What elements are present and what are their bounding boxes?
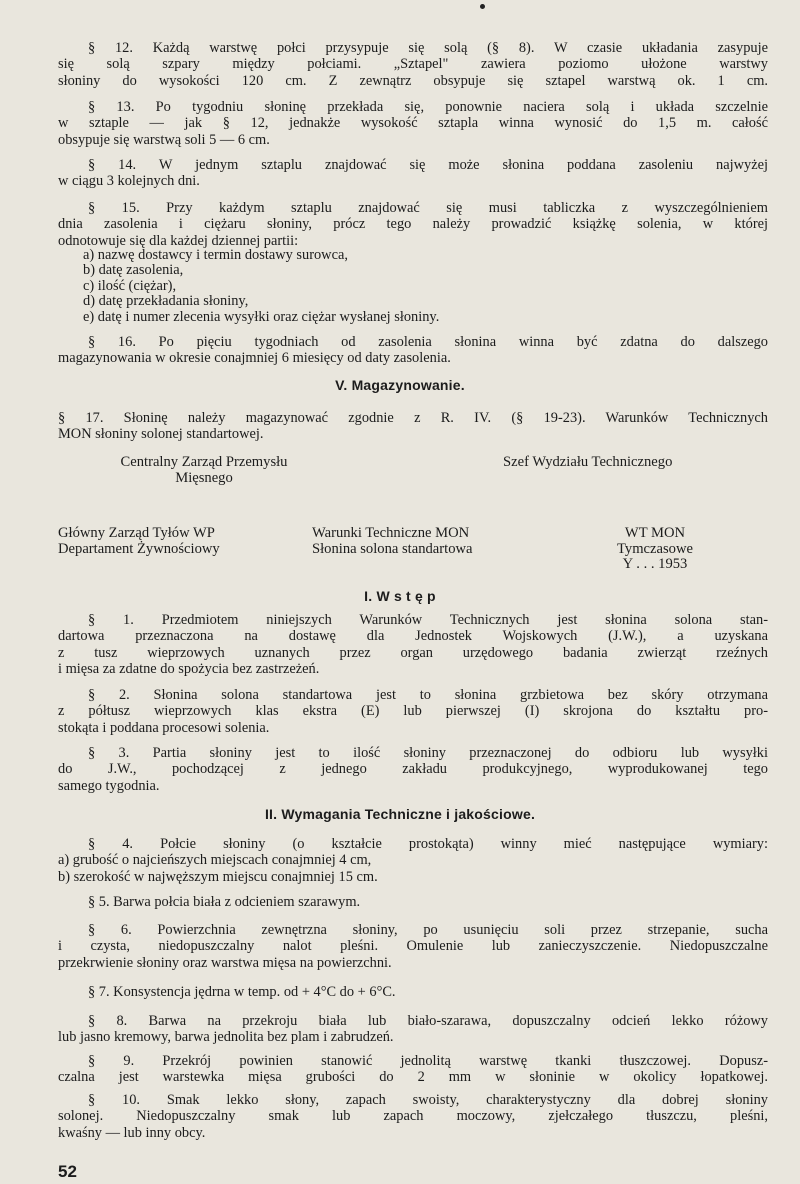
paragraph-3 — [58, 745, 768, 794]
text-line: § 1. Przedmiotem niniejszych Warunków Technicznych jest słonina solona stan- — [88, 612, 768, 628]
paragraph-14 — [58, 157, 768, 190]
section-heading-ii: II. Wymagania Techniczne i jakościowe. — [264, 806, 536, 822]
partia-list — [83, 248, 439, 325]
text-line: w sztaple — jak § 12, jednakże wysokość sztapla winna wynosić do 1,5 m. całość — [58, 115, 768, 132]
paragraph-15 — [58, 200, 768, 249]
header-issuer — [58, 526, 220, 557]
list-item: b) datę zasolenia, — [83, 262, 184, 279]
text-line: § 14. W jednym sztaplu znajdować się może słonina poddana zasoleniu najwyżej — [88, 157, 768, 173]
text-line: odnotowuje się dla każdej dziennej partii: — [58, 232, 299, 249]
signature-right: Szef Wydziału Technicznego — [503, 454, 673, 470]
ink-dot — [480, 4, 485, 9]
paragraph-9 — [58, 1053, 768, 1086]
paragraph-10 — [58, 1092, 768, 1141]
paragraph-17 — [58, 410, 768, 443]
header-line: Warunki Techniczne MON — [312, 525, 470, 541]
text-line: się solą szpary między połciami. „Sztapel" zawiera poziomo ułożone warstwy — [58, 56, 768, 73]
header-line: Departament Żywnościowy — [58, 540, 220, 557]
header-code — [592, 526, 718, 573]
list-item: e) datę i numer zlecenia wysyłki oraz ciężar wysłanej słoniny. — [83, 308, 440, 325]
section-heading-v: V. Magazynowanie. — [335, 377, 465, 393]
text-line: § 12. Każdą warstwę połci przysypuje się solą (§ 8). W czasie układania zasypuje — [88, 40, 768, 56]
signature-line: Centralny Zarząd Przemysłu — [120, 454, 288, 470]
paragraph-2 — [58, 687, 768, 736]
text-line: kwaśny — lub inny obcy. — [58, 1124, 206, 1141]
paragraph-12 — [58, 40, 768, 89]
text-line: samego tygodnia. — [58, 777, 160, 794]
text-line: § 3. Partia słoniny jest to ilość słoniny przeznaczonej do odbioru lub wysyłki — [88, 745, 768, 761]
text-line: § 9. Przekrój powinien stanowić jednolitą warstwę tkanki tłuszczowej. Dopusz- — [88, 1053, 768, 1069]
text-line: § 7. Konsystencja jędrna w temp. od + 4°C do + 6°C. — [88, 984, 396, 1000]
section-heading-i: I. W s t ę p — [364, 588, 436, 604]
header-line: Y . . . 1953 — [622, 556, 688, 573]
text-line: § 2. Słonina solona standartowa jest to słonina grzbietowa bez skóry otrzymana — [88, 687, 768, 703]
paragraph-8 — [58, 1013, 768, 1046]
header-line: WT MON — [624, 525, 686, 541]
paragraph-7 — [58, 984, 768, 1000]
paragraph-5 — [58, 894, 768, 910]
paragraph-16 — [58, 334, 768, 367]
text-line: w ciągu 3 kolejnych dni. — [58, 173, 200, 190]
header-title — [312, 526, 473, 557]
text-line: i czysta, niedopuszczalny nalot pleśni. Omulenie lub zanieczyszczenie. Niedopuszczalne — [58, 938, 768, 955]
signature-left — [84, 454, 324, 486]
text-line: § 13. Po tygodniu słoninę przekłada się, ponownie naciera solą i układa szczelnie — [88, 99, 768, 115]
list-item: d) datę przekładania słoniny, — [83, 293, 249, 310]
text-line: z tusz wieprzowych uznanych przez organ urzędowego badania zwierząt rzeźnych — [58, 644, 768, 661]
text-line: lub jasno kremowy, barwa jednolita bez plam i zabrudzeń. — [58, 1029, 394, 1046]
text-line: b) szerokość w najwęższym miejscu conajmniej 15 cm. — [58, 868, 378, 885]
text-line: czalna jest warstewka mięsa grubości do 2 mm w słoninie w okolicy łopatkowej. — [58, 1069, 768, 1086]
text-line: § 6. Powierzchnia zewnętrzna słoniny, po usunięciu soli przez strzepanie, sucha — [88, 922, 768, 938]
text-line: magazynowania w okresie conajmniej 6 miesięcy od daty zasolenia. — [58, 350, 451, 367]
list-item: c) ilość (ciężar), — [83, 277, 177, 294]
paragraph-6 — [58, 922, 768, 971]
text-line: solonej. Niedopuszczalny smak lub zapach moczowy, zjełczałego tłuszczu, pleśni, — [58, 1108, 768, 1125]
text-line: § 5. Barwa połcia biała z odcieniem szarawym. — [88, 894, 361, 910]
text-line: obsypuje się warstwą soli 5 — 6 cm. — [58, 131, 270, 148]
list-item: a) nazwę dostawcy i termin dostawy surowca, — [83, 247, 348, 263]
text-line: przekrwienie słoniny oraz warstwa mięsa na powierzchni. — [58, 954, 392, 971]
text-line: stokąta i poddana procesowi solenia. — [58, 719, 270, 736]
paragraph-13 — [58, 99, 768, 148]
text-line: słoniny do wysokości 120 cm. Z zewnątrz obsypuje się sztapel warstwą ok. 1 cm. — [58, 72, 768, 89]
paragraph-4 — [58, 836, 768, 885]
signature-line: Mięsnego — [175, 470, 233, 486]
header-line: Słonina solona standartowa — [312, 540, 473, 557]
text-line: § 8. Barwa na przekroju biała lub biało-szarawa, dopuszczalny odcień lekko różowy — [88, 1013, 768, 1029]
text-line: i mięsa za zdatne do spożycia bez zastrzeżeń. — [58, 660, 320, 677]
text-line: § 4. Połcie słoniny (o kształcie prostokąta) winny mieć następujące wymiary: — [88, 836, 768, 852]
text-line: z półtusz wieprzowych klas ekstra (E) lub pierwszej (I) skrojona do kształtu pro- — [58, 703, 768, 720]
text-line: § 15. Przy każdym sztaplu znajdować się musi tabliczka z wyszczególnieniem — [88, 200, 768, 216]
text-line: a) grubość o najcieńszych miejscach conajmniej 4 cm, — [58, 852, 372, 869]
header-line: Tymczasowe — [617, 540, 693, 557]
text-line: § 10. Smak lekko słony, zapach swoisty, charakterystyczny dla dobrej słoniny — [88, 1092, 768, 1108]
text-line: § 16. Po pięciu tygodniach od zasolenia słonina winna być zdatna do dalszego — [88, 334, 768, 350]
text-line: dartowa przeznaczona na dostawę dla Jednostek Wojskowych (J.W.), a uzyskana — [58, 628, 768, 645]
text-line: do J.W., pochodzącej z jednego zakładu produkcyjnego, wyprodukowanej tego — [58, 761, 768, 778]
header-line: Główny Zarząd Tyłów WP — [58, 525, 215, 541]
text-line: MON słoniny solonej standartowej. — [58, 426, 264, 443]
paragraph-1 — [58, 612, 768, 677]
text-line: dnia zasolenia i ciężaru słoniny, prócz tego należy prowadzić książkę solenia, w której — [58, 216, 768, 233]
text-line: § 17. Słoninę należy magazynować zgodnie z R. IV. (§ 19-23). Warunków Technicznych — [58, 410, 768, 426]
page-number: 52 — [58, 1162, 77, 1181]
